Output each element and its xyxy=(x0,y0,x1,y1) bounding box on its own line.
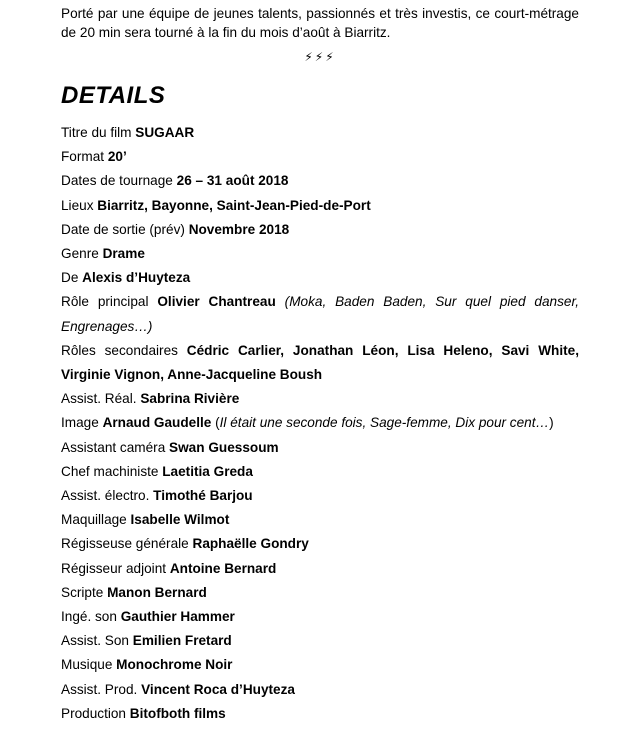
detail-label: Maquillage xyxy=(61,512,127,528)
detail-value: 26 – 31 août 2018 xyxy=(176,173,289,189)
detail-label: De xyxy=(61,270,79,286)
detail-note: Il était une seconde fois, Sage-femme, Dix pour cent… xyxy=(219,415,550,431)
detail-value: Sabrina Rivière xyxy=(140,391,240,407)
detail-label: Régisseuse générale xyxy=(61,536,189,552)
detail-row-roles-secondaires xyxy=(61,339,579,387)
detail-value: Manon Bernard xyxy=(107,584,207,600)
detail-label: Assist. électro. xyxy=(61,488,150,504)
detail-row-title xyxy=(61,121,579,145)
detail-label: Ingé. son xyxy=(61,609,117,625)
detail-value: Timothé Barjou xyxy=(153,488,253,504)
detail-value: Vincent Roca d’Huyteza xyxy=(141,681,295,697)
detail-row-chef-machiniste xyxy=(61,460,579,484)
detail-row-role-principal xyxy=(61,290,579,338)
detail-value: 20’ xyxy=(107,149,127,165)
detail-label: Assistant caméra xyxy=(61,439,166,455)
detail-value: Swan Guessoum xyxy=(169,439,279,455)
detail-label: Date de sortie (prév) xyxy=(61,221,185,237)
detail-note: (Moka, Baden Baden, Sur quel pied danser, Engrenages…) xyxy=(61,294,580,334)
detail-row-format xyxy=(61,145,579,169)
detail-label: Musique xyxy=(61,657,113,673)
detail-value: Novembre 2018 xyxy=(188,221,290,237)
detail-row-musique xyxy=(61,653,579,677)
detail-row-image xyxy=(61,411,579,435)
section-title: DETAILS xyxy=(61,82,166,109)
detail-value: SUGAAR xyxy=(135,125,195,140)
detail-row-assist-prod xyxy=(61,678,579,702)
detail-label: Dates de tournage xyxy=(61,173,173,189)
detail-label: Format xyxy=(61,149,105,165)
detail-value: Alexis d’Huyteza xyxy=(82,270,191,286)
detail-row-lieux xyxy=(61,194,579,218)
detail-label: Assist. Son xyxy=(61,633,129,649)
detail-label: Titre du film xyxy=(61,125,132,140)
detail-row-regisseuse xyxy=(61,532,579,556)
detail-value: Raphaëlle Gondry xyxy=(192,536,309,552)
detail-label: Lieux xyxy=(61,197,94,213)
detail-row-assistant-camera xyxy=(61,436,579,460)
detail-value: Biarritz, Bayonne, Saint-Jean-Pied-de-Port xyxy=(97,197,371,213)
detail-row-realisateur xyxy=(61,266,579,290)
detail-row-genre xyxy=(61,242,579,266)
detail-row-dates xyxy=(61,169,579,193)
detail-label: Image xyxy=(61,415,99,431)
detail-label: Régisseur adjoint xyxy=(61,560,167,576)
detail-label: Chef machiniste xyxy=(61,463,159,479)
detail-row-inge-son xyxy=(61,605,579,629)
detail-value: Isabelle Wilmot xyxy=(130,512,230,528)
detail-value: Arnaud Gaudelle xyxy=(102,415,212,431)
detail-label: Scripte xyxy=(61,584,104,600)
detail-label: Production xyxy=(61,705,126,721)
detail-row-regisseur-adjoint xyxy=(61,557,579,581)
detail-row-maquillage xyxy=(61,508,579,532)
detail-row-assist-real xyxy=(61,387,579,411)
detail-value: Bitofboth films xyxy=(129,705,226,721)
detail-value: Drame xyxy=(102,246,145,262)
detail-row-assist-electro xyxy=(61,484,579,508)
detail-row-assist-son xyxy=(61,629,579,653)
detail-value: Antoine Bernard xyxy=(169,560,277,576)
detail-label: Rôles secondaires xyxy=(61,342,178,358)
detail-value: Laetitia Greda xyxy=(162,463,253,479)
detail-label: Genre xyxy=(61,246,99,262)
detail-value: Olivier Chantreau xyxy=(157,294,276,310)
detail-value: Cédric Carlier, Jonathan Léon, Lisa Heleno, Savi White, Virginie Vignon, Anne-Jacqueline Boush xyxy=(61,342,579,383)
details-list xyxy=(61,121,579,726)
detail-row-production xyxy=(61,702,579,726)
intro-paragraph: Porté par une équipe de jeunes talents, passionnés et très investis, ce court-métrage de 20 min sera tourné à la fin du mois d’août à Biarritz. xyxy=(61,6,579,40)
detail-label: Assist. Prod. xyxy=(61,681,138,697)
detail-value: Gauthier Hammer xyxy=(120,609,235,625)
detail-label: Assist. Réal. xyxy=(61,391,137,407)
detail-row-scripte xyxy=(61,581,579,605)
detail-value: Monochrome Noir xyxy=(116,657,233,673)
detail-note-open: ( xyxy=(215,415,220,431)
detail-value: Emilien Fretard xyxy=(132,633,232,649)
lightning-ornament-icon: ⚡⚡⚡ xyxy=(304,50,336,64)
detail-note-close: ) xyxy=(549,415,554,431)
detail-label: Rôle principal xyxy=(61,294,149,310)
detail-row-sortie xyxy=(61,218,579,242)
